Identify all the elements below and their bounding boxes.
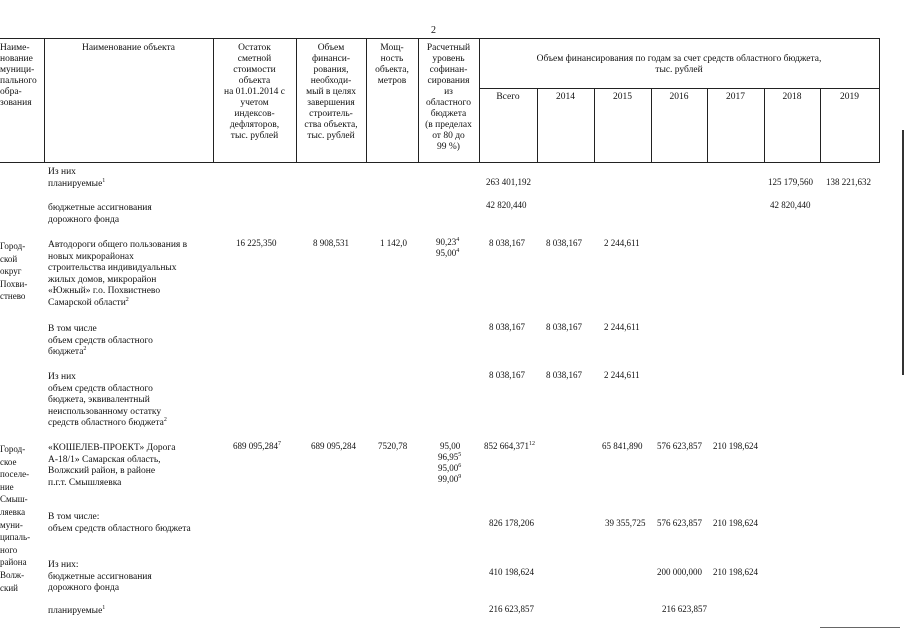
cell-2016: 576 623,857	[657, 518, 702, 528]
cell-2015: 39 355,725	[605, 518, 646, 528]
scan-edge	[902, 130, 904, 375]
header-year-2016: 2016	[669, 92, 689, 102]
cell-2014: 8 038,167	[546, 370, 582, 380]
cell-level: 90,23$^4$	[436, 237, 460, 247]
row-label: Из них планируемые$^1$	[48, 167, 106, 189]
header-year-2015: 2015	[613, 92, 632, 102]
page-number: 2	[431, 25, 436, 36]
row-label: бюджетные ассигнования дорожного фонда	[48, 203, 152, 225]
cell-total: 8 038,167	[489, 238, 525, 248]
cell-total: 42 820,440	[486, 200, 527, 210]
row-label: Из них: бюджетные ассигнования дорожного фонда	[48, 560, 152, 593]
row-label: Автодороги общего пользования в новых микрорайонах строительства индивидуальных жилых домов, микрорайон «Южный» г.о. Похвистнево Самарской области$^2$	[48, 240, 188, 308]
cell-2016: 576 623,857	[657, 441, 702, 451]
cell-2018: 42 820,440	[770, 200, 811, 210]
scan-edge	[820, 627, 900, 628]
header-year-total: Всего	[496, 92, 520, 102]
cell-2016: 216 623,857	[662, 604, 707, 614]
header-year-2014: 2014	[556, 92, 575, 102]
header-year-2018: 2018	[782, 92, 802, 102]
cell-2015: 2 244,611	[604, 322, 640, 332]
cell-2017: 210 198,624	[713, 518, 758, 528]
header-municipality: Наиме- нование муници- пального обра- зования	[0, 43, 37, 108]
cell-remainder: 16 225,350	[236, 238, 277, 248]
cell-2014: 8 038,167	[546, 238, 582, 248]
cell-total: 826 178,206	[489, 518, 534, 528]
cell-2015: 65 841,890	[602, 441, 643, 451]
cell-2015: 2 244,611	[604, 370, 640, 380]
cell-capacity: 7520,78	[378, 441, 408, 451]
cell-level: 95,00$^4$	[436, 248, 460, 258]
header-year-2017: 2017	[726, 92, 745, 102]
cell-capacity: 1 142,0	[380, 238, 407, 248]
row-label: «КОШЕЛЕВ-ПРОЕКТ» Дорога А-18/1» Самарская область, Волжский район, в районе п.г.т. Смышляевка	[48, 443, 176, 488]
cell-total: 852 664,371$^{12}$	[484, 441, 535, 451]
cell-volume: 689 095,284	[311, 441, 356, 451]
cell-total: 8 038,167	[489, 322, 525, 332]
cell-2015: 2 244,611	[604, 238, 640, 248]
header-object-name: Наименование объекта	[81, 43, 175, 53]
header-cofinancing-level: Расчетный уровень софинан- сирования из областного бюджета (в пределах от 80 до 99 %)	[425, 43, 472, 152]
row-label: В том числе объем средств областного бюджета$^2$	[48, 324, 153, 357]
row-label: В том числе: объем средств областного бюджета	[48, 512, 191, 534]
years-row-rule	[479, 88, 879, 89]
cell-2014: 8 038,167	[546, 322, 582, 332]
cell-level: 95,00	[440, 441, 461, 451]
col-divider	[879, 38, 880, 163]
cell-total: 410 198,624	[489, 567, 534, 577]
cell-remainder: 689 095,284$^7$	[233, 441, 281, 451]
cell-2017: 210 198,624	[713, 567, 758, 577]
col-divider	[44, 38, 45, 163]
header-remainder: Остаток сметной стоимости объекта на 01.01.2014 с учетом индексов- дефляторов, тыс. рублей	[223, 43, 286, 141]
header-bottom-rule	[0, 162, 879, 163]
cell-level: 96,95$^5$	[438, 452, 462, 462]
cell-2016: 200 000,000	[657, 567, 702, 577]
cell-2017: 210 198,624	[713, 441, 758, 451]
cell-level: 99,00$^9$	[438, 474, 462, 484]
cell-2018: 125 179,560	[768, 177, 813, 187]
cell-total: 263 401,192	[486, 177, 531, 187]
header-funding-by-year: Объем финансирования по годам за счет средств областного бюджета, тыс. рублей	[536, 54, 822, 75]
header-volume: Объем финанси- рования, необходи- мый в целях завершения строитель- ства объекта, тыс. рублей	[304, 43, 358, 141]
cell-level: 95,00$^6$	[438, 463, 462, 473]
header-top-rule	[0, 38, 879, 39]
municipality-smyshlyaevka: Город- ское поселе- ние Смыш- ляевка муни- ципаль- ного района Волж- ский	[0, 444, 31, 593]
municipality-pokhvistnevo: Город- ской округ Похви- стнево	[0, 241, 28, 301]
cell-total: 8 038,167	[489, 370, 525, 380]
row-label: Из них объем средств областного бюджета, эквивалентный неиспользованному остатку средств областного бюджета$^2$	[48, 372, 167, 428]
header-capacity: Мощ- ность объекта, метров	[375, 43, 409, 86]
cell-total: 216 623,857	[489, 604, 534, 614]
header-year-2019: 2019	[840, 92, 859, 102]
row-label: планируемые$^1$	[48, 604, 106, 616]
cell-volume: 8 908,531	[313, 238, 349, 248]
cell-2019: 138 221,632	[826, 177, 871, 187]
